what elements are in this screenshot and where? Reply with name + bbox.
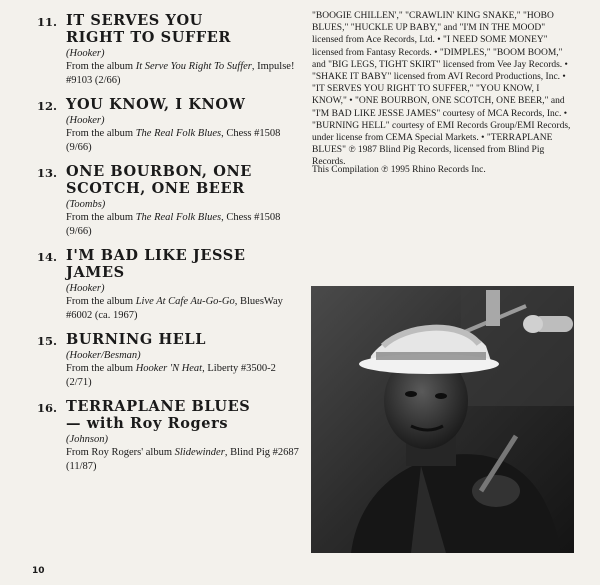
source-prefix: From the album	[66, 61, 136, 72]
album-title: Hooker 'N Heat	[135, 363, 203, 374]
track-songwriter: (Toombs)	[66, 199, 106, 210]
track-number: 15.	[36, 334, 57, 348]
album-title: It Serve You Right To Suffer	[135, 61, 252, 72]
track-source	[66, 211, 300, 239]
track-title: TERRAPLANE BLUES — with Roy Rogers	[66, 398, 251, 432]
track-number: 13.	[36, 166, 57, 180]
track-title: BURNING HELL	[66, 331, 207, 348]
page-number: 10	[32, 566, 45, 576]
track-songwriter: (Hooker)	[66, 48, 105, 59]
compilation-copyright: This Compilation ℗ 1995 Rhino Records Inc.	[312, 165, 486, 175]
source-label-info: , Liberty #3500-2 (2/71)	[66, 363, 276, 388]
licensing-credits: "BOOGIE CHILLEN'," "CRAWLIN' KING SNAKE," "HOBO BLUES," "HUCKLE UP BABY," and "I'M IN THE MOOD" licensed from Ace Records, Ltd. • "I NEED SOME MONEY" licensed from Fantasy Records. • "DIMPLES," "BOOM BOOM," and "BIG LEGS, TIGHT SKIRT" licensed from Vee Jay Records. • "SHAKE IT BABY" licensed from AVI Record Productions, Inc. • "IT SERVES YOU RIGHT TO SUFFER," "YOU KNOW, I KNOW," • "ONE BOURBON, ONE SCOTCH, ONE BEER," and "I'M BAD LIKE JESSE JAMES" courtesy of MCA Records, Inc. • "BURNING HELL" courtesy of EMI Records Group/EMI Records, under license from CEMA Special Markets. • "TERRAPLANE BLUES" ℗ 1987 Blind Pig Records, licensed from Blind Pig Records.	[312, 11, 571, 168]
track-source	[66, 295, 300, 323]
track-title: ONE BOURBON, ONE SCOTCH, ONE BEER	[66, 163, 252, 197]
source-label-info: , Chess #1508 (9/66)	[66, 212, 281, 237]
source-label-info: , Chess #1508 (9/66)	[66, 128, 281, 153]
source-prefix: From the album	[66, 363, 136, 374]
source-prefix: From the album	[66, 296, 136, 307]
source-prefix: From the album	[66, 212, 136, 223]
album-title: The Real Folk Blues	[135, 212, 222, 223]
album-title: Slidewinder	[174, 447, 225, 458]
album-title: Live At Cafe Au-Go-Go	[135, 296, 235, 307]
track-number: 12.	[36, 99, 57, 113]
track-songwriter: (Hooker/Besman)	[66, 350, 141, 361]
track-songwriter: (Hooker)	[66, 283, 105, 294]
track-source	[66, 127, 300, 155]
track-item	[0, 96, 300, 155]
album-title: The Real Folk Blues	[135, 128, 222, 139]
track-item	[0, 12, 300, 88]
source-label-info: , BluesWay #6002 (ca. 1967)	[66, 296, 283, 321]
photo-man-in-hat-at-microphone	[311, 286, 574, 553]
source-prefix: From Roy Rogers' album	[66, 447, 175, 458]
track-item	[0, 331, 300, 390]
track-title: YOU KNOW, I KNOW	[66, 96, 246, 113]
track-songwriter: (Johnson)	[66, 434, 108, 445]
track-number: 14.	[36, 250, 57, 264]
source-prefix: From the album	[66, 128, 136, 139]
track-list	[0, 12, 300, 482]
track-item	[0, 247, 300, 323]
track-source	[66, 362, 300, 390]
track-songwriter: (Hooker)	[66, 115, 105, 126]
track-title: IT SERVES YOU RIGHT TO SUFFER	[66, 12, 232, 46]
track-item	[0, 163, 300, 239]
track-source	[66, 446, 300, 474]
source-label-info: , Impulse! #9103 (2/66)	[66, 61, 295, 86]
track-title: I'M BAD LIKE JESSE JAMES	[66, 247, 246, 281]
track-number: 16.	[36, 401, 57, 415]
track-source	[66, 60, 300, 88]
source-label-info: , Blind Pig #2687 (11/87)	[66, 447, 299, 472]
photo-illustration	[311, 286, 574, 553]
track-number: 11.	[36, 15, 57, 29]
track-item	[0, 398, 300, 474]
